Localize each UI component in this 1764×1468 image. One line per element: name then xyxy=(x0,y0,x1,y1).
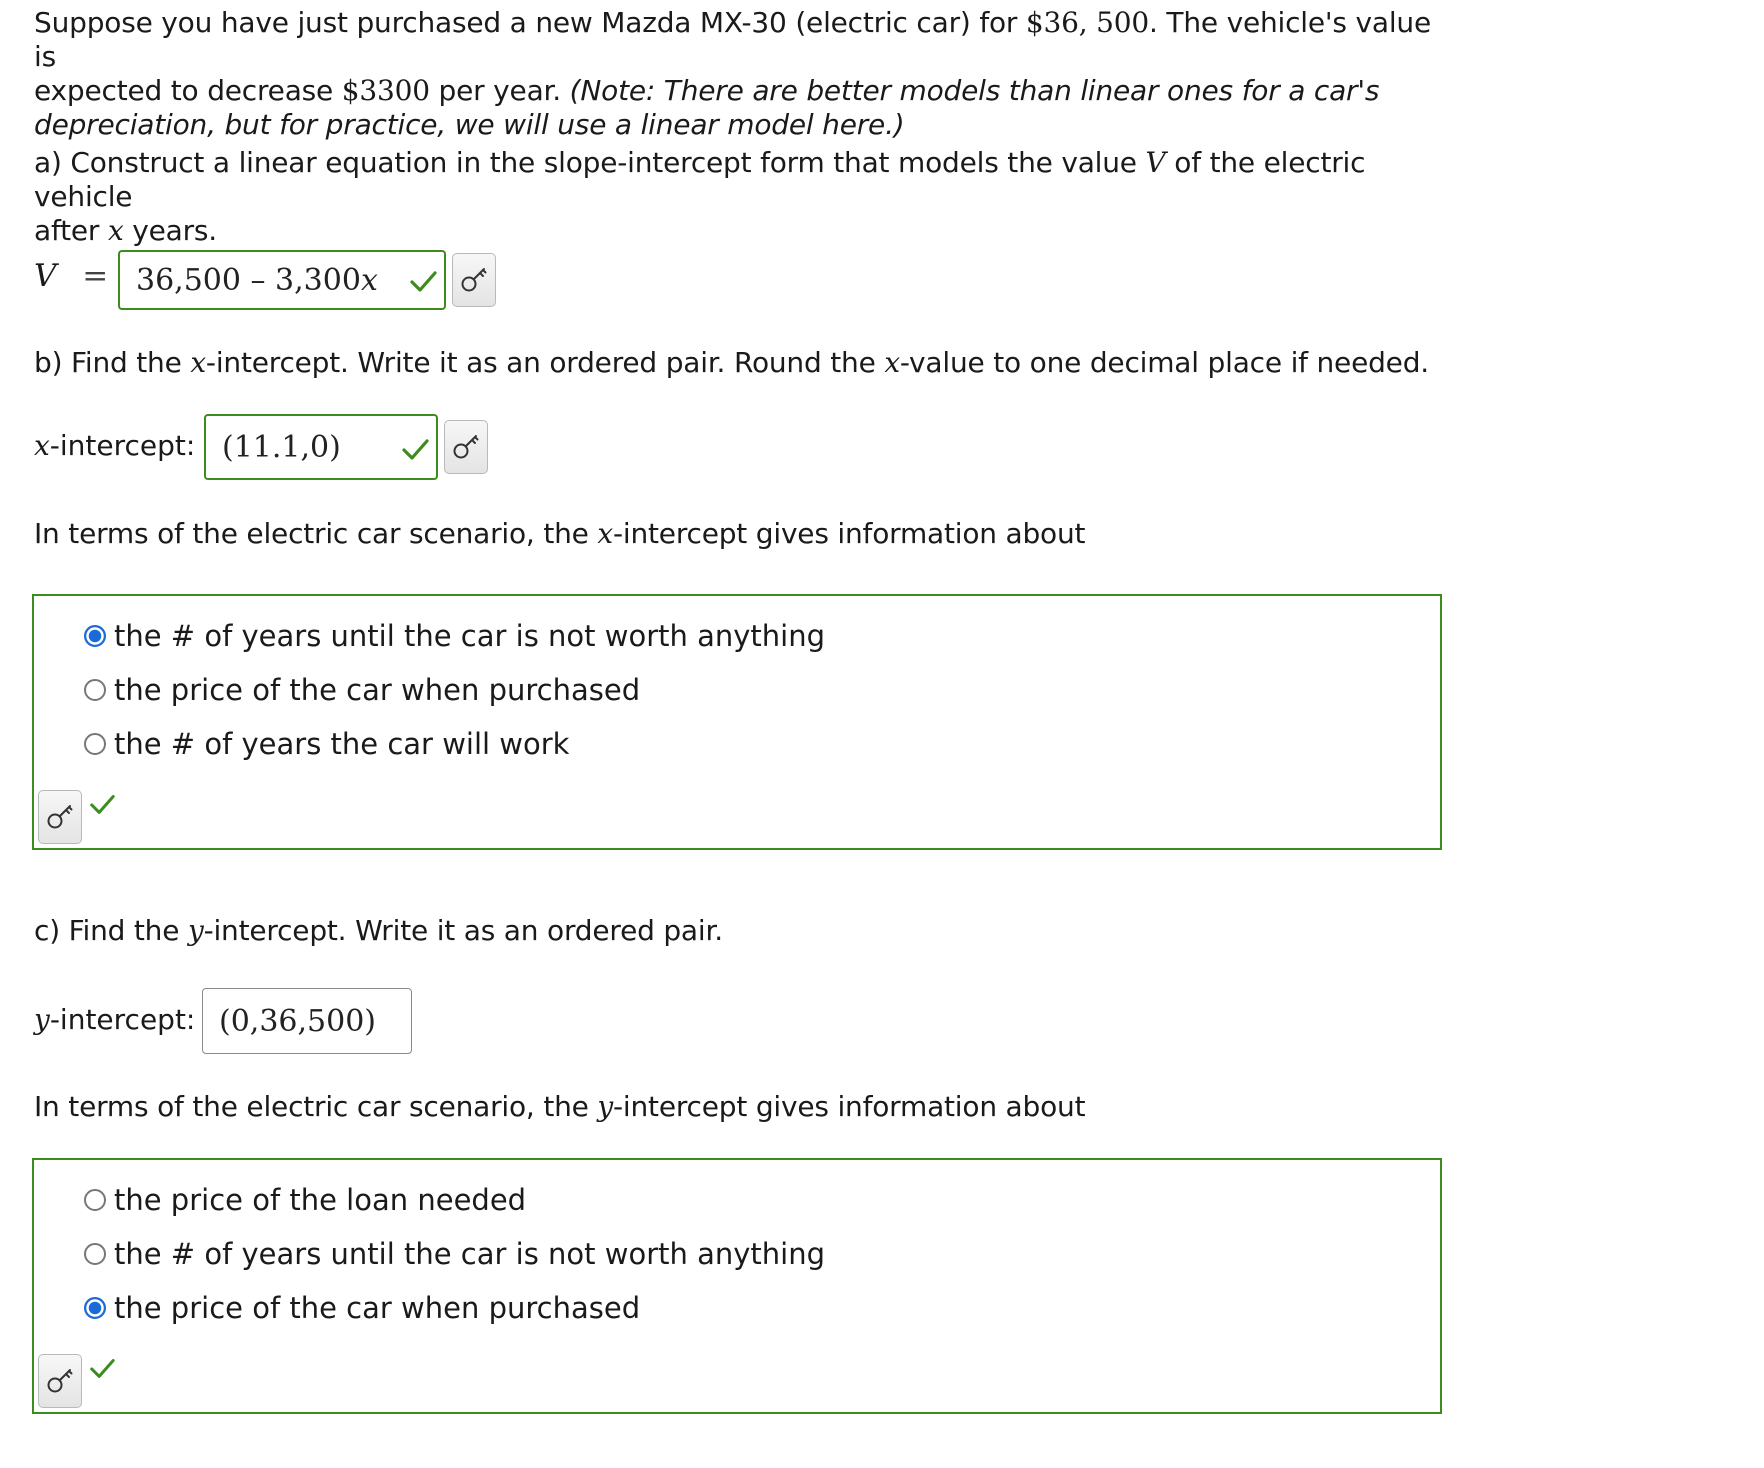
radio-button-selected[interactable] xyxy=(84,625,106,647)
radio-button[interactable] xyxy=(84,1189,106,1211)
radio-button[interactable] xyxy=(84,679,106,701)
key-icon xyxy=(45,802,75,832)
y-intercept-label: y-intercept: xyxy=(34,1003,196,1036)
x-intercept-choices xyxy=(32,594,1442,850)
radio-button[interactable] xyxy=(84,1243,106,1265)
checkmark-icon xyxy=(408,266,438,296)
equation-lhs: V = xyxy=(34,258,109,294)
y-intercept-question: In terms of the electric car scenario, the y-intercept gives information about xyxy=(34,1090,1086,1123)
x-intercept-label: x-intercept: xyxy=(34,429,196,462)
intro-line-1: Suppose you have just purchased a new Mazda MX-30 (electric car) for $36, 500. The vehicle's value is xyxy=(34,6,1431,73)
equation-answer-value: 36,500 – 3,300 xyxy=(136,262,361,298)
checkmark-icon xyxy=(88,790,116,818)
key-button-b2[interactable] xyxy=(38,790,82,844)
x-intercept-value: (11.1,0) xyxy=(222,429,341,465)
note-text-1: (Note: There are better models than linear ones for a car's xyxy=(569,74,1380,107)
part-b-prompt: b) Find the x-intercept. Write it as an ordered pair. Round the x-value to one decimal place if needed. xyxy=(34,346,1429,379)
decrease-value: $3300 xyxy=(341,74,430,107)
key-button-b[interactable] xyxy=(444,420,488,474)
key-icon xyxy=(459,265,489,295)
part-a-prompt: a) Construct a linear equation in the slope-intercept form that models the value V of the electric vehicle after x years. xyxy=(34,146,1366,247)
radio-option[interactable]: the # of years the car will work xyxy=(84,724,569,764)
key-button-a[interactable] xyxy=(452,253,496,307)
note-text-2: depreciation, but for practice, we will use a linear model here.) xyxy=(34,108,905,141)
checkmark-icon xyxy=(400,434,430,464)
radio-option[interactable]: the price of the loan needed xyxy=(84,1180,526,1220)
radio-button-selected[interactable] xyxy=(84,1297,106,1319)
radio-option[interactable]: the # of years until the car is not worth anything xyxy=(84,616,825,656)
price-value: $36, 500 xyxy=(1025,6,1150,39)
radio-button[interactable] xyxy=(84,733,106,755)
key-icon xyxy=(45,1366,75,1396)
key-button-c[interactable] xyxy=(38,1354,82,1408)
y-intercept-value: (0,36,500) xyxy=(219,1003,377,1039)
y-intercept-choices xyxy=(32,1158,1442,1414)
x-intercept-field[interactable] xyxy=(204,414,438,480)
equation-answer-field[interactable]: 36,500 – 3,300x xyxy=(118,250,446,310)
y-intercept-field[interactable] xyxy=(202,988,412,1054)
radio-option[interactable]: the # of years until the car is not worth anything xyxy=(84,1234,825,1274)
radio-option[interactable]: the price of the car when purchased xyxy=(84,670,640,710)
key-icon xyxy=(451,432,481,462)
checkmark-icon xyxy=(88,1354,116,1382)
x-intercept-question: In terms of the electric car scenario, the x-intercept gives information about xyxy=(34,517,1086,550)
intro-line-2: expected to decrease $3300 per year. (Note: There are better models than linear ones for a car's xyxy=(34,74,1380,107)
radio-option[interactable]: the price of the car when purchased xyxy=(84,1288,640,1328)
problem-intro xyxy=(34,6,1454,142)
part-c-prompt: c) Find the y-intercept. Write it as an ordered pair. xyxy=(34,914,723,947)
